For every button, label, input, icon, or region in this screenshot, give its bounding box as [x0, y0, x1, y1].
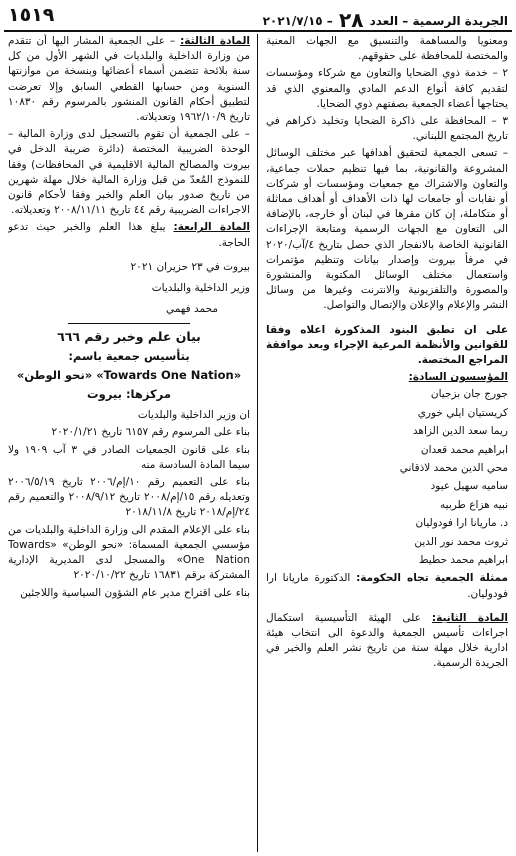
issue-number: ٢٨: [338, 8, 364, 32]
paragraph: – تسعى الجمعية لتحقيق أهدافها عبر مختلف الوسائل المشروعة والقانونية، بما فيها تنظيم حملات جماعية، والتعاون والاشتراك مع جمعيات ومؤسسات أو شركات أو نقابات أو جامعات لها ذات الأهداف أو أهداف مماثلة أو متكاملة، إن كان مقرها في لبنان أو خارجه، بالإضافة الى التعاون مع الجهات الرسمية ومتابعة الإجراءات القانونية الخاصة بالانفجار الذي حصل بتاريخ ٤/آب/٢٠٢٠ في مرفأ بيروت وإصدار بيانات وتنظيم مؤتمرات واستعمال مختلف الوسائل المكتوبة والمنشورة والمصورة والتلفزيونية والانترنت وغيرها من وسائل النشر والإعلام والإعلان والإتصال والتواصل.: [266, 147, 508, 312]
paragraph: – على الجمعية أن تقوم بالتسجيل لدى وزارة المالية – الوحدة الضريبية المختصة (دائرة ضريبة الدخل في بيروت والمصالح المالية الاقليمية في المحافظات) وفقا للنموذج المُعدّ من قبل وزارة المالية خلال مهلة شهرين من تاريخ صدور بيان العلم والخبر وفقا لأحكام قانون الاجراءات الضريبية رقم ٤٤ تاريخ ٢٠٠٨/١١/١١ وتعديلاته.: [8, 128, 250, 217]
page-number: ١٥١٩: [8, 4, 55, 26]
founder-name: كريستيان ايلي خوري: [417, 406, 508, 419]
article-label: المادة الثانية:: [431, 611, 508, 624]
sign-title: وزير الداخلية والبلديات: [151, 282, 250, 295]
journal-header: الجريدة الرسمية – العدد ٢٨ – ٢٠٢١/٧/١٥: [262, 8, 508, 32]
basis-paragraph: بناء على الإعلام المقدم الى وزارة الداخلية والبلديات من مؤسسي الجمعية المسماة: «نحو الوطن» «Towards One Nation» والمسجل لدى المديرية الإدارية المشتركة برقم ١٦٨٣١ تاريخ ٢٠٢٠/١٠/٢٢: [8, 523, 250, 582]
article-label: المادة الثالثة:: [180, 35, 250, 47]
representative-label: ممثلة الجمعية تجاه الحكومة:: [356, 572, 508, 585]
founder-name: د. ماريانا ارا فودوليان: [415, 517, 508, 530]
article-text: – على الجمعية المشار اليها أن تتقدم من وزارة الداخلية والبلديات في الشهر الأول من كل سنة بلائحة تتضمن أسماء أعضائها وبنسخة من موازنتها السنوية ومن حسابها القطعي السابق وإلا تعرضت لتطبيق أحكام القانون المنشور بالمرسوم رقم ١٠٨٣٠ تاريخ ١٩٦٢/١٠/٩ وتعديلاته.: [8, 35, 250, 124]
basis-paragraph: بناء على قانون الجمعيات الصادر في ٣ آب ١٩٠٩ ولا سيما المادة السادسة منه: [8, 443, 250, 471]
article-label: المادة الرابعة:: [173, 221, 250, 234]
notice-title: بيان علم وخبر رقم ٦٦٦: [57, 329, 201, 345]
founders-list: [266, 387, 508, 568]
paragraph: ٣ – المحافظة على ذاكرة الضحايا وتخليد ذكراهم في تاريخ المجتمع اللبناني.: [266, 115, 508, 143]
signature-block: [8, 260, 250, 318]
association-name-en: «Towards One Nation»: [96, 367, 242, 382]
issue-label: العدد: [369, 14, 399, 28]
founder-name: ساميه سهيل عيود: [430, 480, 508, 493]
issue-date: ٢٠٢١/٧/١٥: [262, 14, 323, 28]
basis-paragraph: بناء على التعميم رقم ١٠/إم/٢٠٠٦ تاريخ ٢٠٠٦/٥/١٩ وتعديله رقم ١٥/إم/٢٠٠٨ تاريخ ٢٠٠٨/٩/١٢ والتعميم رقم ٢٤/إم/٢٠١٨ تاريخ ٢٠١٨/١١/٨: [8, 476, 250, 519]
government-representative: [266, 571, 508, 601]
notice-subject: بتأسيس جمعية باسم:: [68, 348, 190, 363]
sign-place-date: بيروت في ٢٣ حزيران ٢٠٢١: [130, 260, 250, 273]
founder-name: محي الدين محمد لاذقاني: [399, 462, 508, 475]
minister-intro: ان وزير الداخلية والبلديات: [137, 409, 250, 422]
article-four: [8, 220, 250, 250]
section-divider: [68, 323, 190, 324]
paragraph: ٢ – خدمة ذوي الضحايا والتعاون مع شركاء ومؤسسات لتقديم كافة أنواع الدعم المادي والمعنوي الذي قد يحتاجها أعضاء الجمعية بصفتهم ذوي الضحايا.: [266, 67, 508, 110]
association-name: [8, 368, 250, 383]
hq-label: مركزها:: [125, 387, 171, 402]
founder-name: ثروت محمد نور الدين: [414, 535, 508, 548]
founder-name: ريما سعد الدين الزاهد: [412, 425, 508, 438]
founder-name: ابراهيم محمد قعدان: [420, 443, 508, 456]
conditions-paragraph: على ان تطبق البنود المذكورة اعلاه وفقا للقوانين والأنظمة المرعية الإجراء وبعد موافقة المراجع المختصة.: [266, 323, 508, 367]
article-two: [266, 611, 508, 672]
founder-name: ابراهيم محمد حطيط: [418, 553, 508, 566]
basis-paragraph: بناء على المرسوم رقم ٦١٥٧ تاريخ ٢٠٢٠/١/٢١: [51, 426, 250, 439]
hq-value: بيروت: [87, 387, 122, 402]
association-name-ar: «نحو الوطن»: [16, 367, 93, 382]
paragraph: ومعنويا والمساهمة والتنسيق مع الجهات المعنية والمختصة للمحافظة على حقوقهم.: [266, 35, 508, 63]
article-three: [8, 34, 250, 125]
column-divider: [257, 34, 258, 852]
founders-heading: المؤسسون السادة:: [408, 371, 508, 384]
journal-name: الجريدة الرسمية: [412, 14, 508, 28]
right-column: [266, 34, 508, 852]
basis-paragraph: بناء على اقتراح مدير عام الشؤون السياسية واللاجئين: [20, 586, 250, 599]
founder-name: نبيه هزاع طربيه: [440, 498, 508, 511]
page-header: [0, 0, 516, 30]
left-column: [8, 34, 250, 852]
article-text: يبلغ هذا العلم والخبر حيث تدعو الحاجة.: [8, 221, 250, 249]
sign-name: محمد فهمي: [165, 303, 218, 316]
header-rule: [4, 30, 512, 32]
founder-name: جورج جان بزجيان: [430, 388, 508, 401]
representative-name: الدكتورة ماريانا ارا فودوليان.: [266, 572, 508, 600]
article-text: على الهيئة التأسيسية استكمال اجراءات تأسيس الجمعية والدعوة الى انتخاب هيئة ادارية خلال مهلة سنة من تاريخ نشر العلم والخبر في الجريدة الرسمية.: [266, 611, 508, 670]
headquarters: [8, 387, 250, 402]
